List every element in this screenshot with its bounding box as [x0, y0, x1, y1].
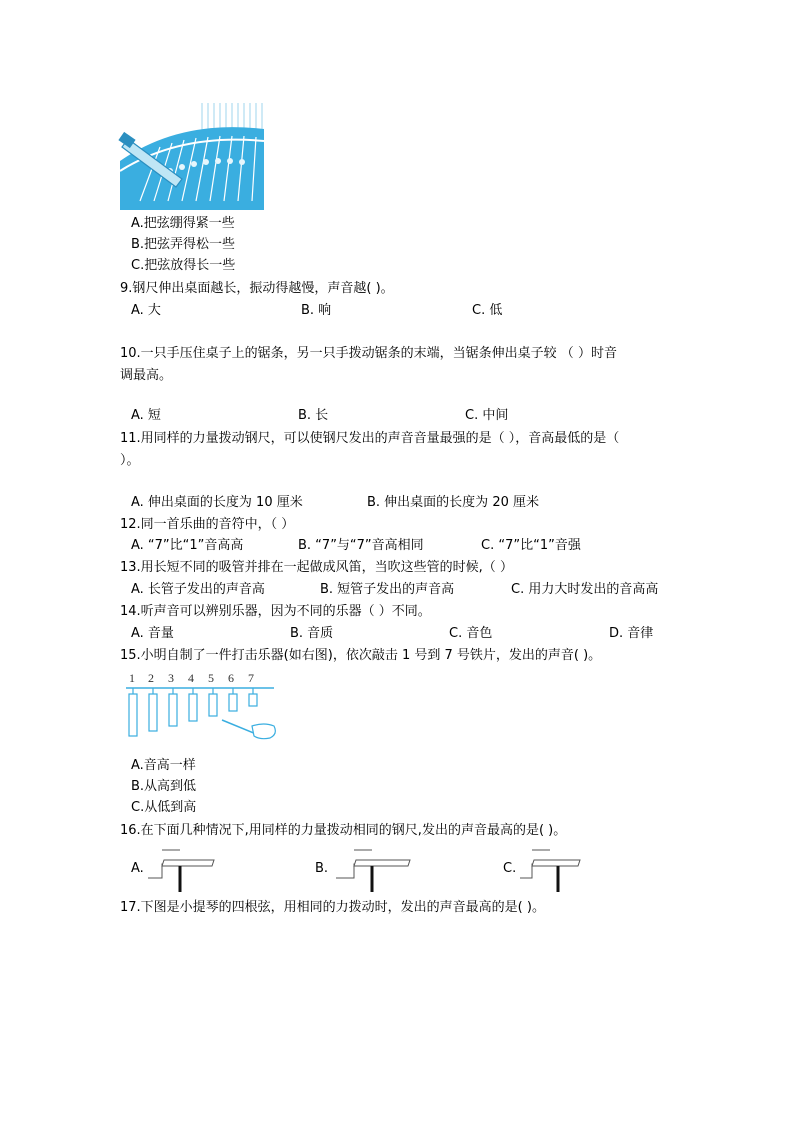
q15-stem: 15.小明自制了一件打击乐器(如右图)，依次敲击 1 号到 7 号铁片，发出的声音( )。: [120, 648, 602, 663]
q10-option-b[interactable]: B. 长: [298, 408, 329, 423]
q8-option-a[interactable]: A.把弦绷得紧一些: [131, 216, 235, 231]
q13-stem: 13.用长短不同的吸管并排在一起做成风笛，当吹这些管的时候,（ ）: [120, 560, 513, 575]
q11-stem-line2: ）。: [120, 453, 140, 468]
q15-option-a[interactable]: A.音高一样: [131, 758, 196, 773]
bar-number-6: 6: [228, 671, 234, 685]
q15-option-c[interactable]: C.从低到高: [131, 800, 197, 815]
q17-stem: 17.下图是小提琴的四根弦，用相同的力拨动时，发出的声音最高的是( )。: [120, 900, 545, 915]
q16-option-c[interactable]: C.: [503, 861, 517, 876]
ruler-diagram-a: [146, 844, 216, 892]
q12-option-c[interactable]: C. “7”比“1”音强: [481, 538, 581, 553]
q13-option-a[interactable]: A. 长管子发出的声音高: [131, 582, 265, 597]
bar-number-3: 3: [168, 671, 174, 685]
q14-stem: 14.听声音可以辨别乐器，因为不同的乐器（ ）不同。: [120, 604, 431, 619]
bar-number-4: 4: [188, 671, 194, 685]
q9-option-b[interactable]: B. 响: [301, 303, 332, 318]
q8-option-c[interactable]: C.把弦放得长一些: [131, 258, 236, 273]
q12-option-a[interactable]: A. “7”比“1”音高高: [131, 538, 244, 553]
q10-stem-line1: 10.一只手压住桌子上的锯条，另一只手拨动锯条的末端，当锯条伸出桌子较 （ ）时音: [120, 346, 617, 361]
bar-number-5: 5: [208, 671, 214, 685]
q9-stem: 9.钢尺伸出桌面越长，振动得越慢，声音越( )。: [120, 281, 394, 296]
q14-option-d[interactable]: D. 音律: [609, 626, 654, 641]
q13-option-b[interactable]: B. 短管子发出的声音高: [320, 582, 455, 597]
q10-option-c[interactable]: C. 中间: [465, 408, 509, 423]
q15-option-b[interactable]: B.从高到低: [131, 779, 197, 794]
q14-option-b[interactable]: B. 音质: [290, 626, 334, 641]
bar-number-7: 7: [248, 671, 254, 685]
q12-option-b[interactable]: B. “7”与“7”音高相同: [298, 538, 424, 553]
q14-option-a[interactable]: A. 音量: [131, 626, 174, 641]
q9-option-a[interactable]: A. 大: [131, 303, 161, 318]
q14-option-c[interactable]: C. 音色: [449, 626, 493, 641]
q8-option-b[interactable]: B.把弦弄得松一些: [131, 237, 236, 252]
q9-option-c[interactable]: C. 低: [472, 303, 503, 318]
bar-number-1: 1: [129, 671, 135, 685]
q12-stem: 12.同一首乐曲的音符中，（ ）: [120, 517, 295, 532]
q10-option-a[interactable]: A. 短: [131, 408, 161, 423]
percussion-instrument-figure: [124, 670, 280, 746]
bar-number-2: 2: [148, 671, 154, 685]
q11-option-b[interactable]: B. 伸出桌面的长度为 20 厘米: [367, 495, 539, 510]
q13-option-c[interactable]: C. 用力大时发出的音高高: [511, 582, 659, 597]
q16-option-b[interactable]: B.: [315, 861, 329, 876]
q16-stem: 16.在下面几种情况下,用同样的力量拨动相同的钢尺,发出的声音最高的是( )。: [120, 823, 567, 838]
q11-stem-line1: 11.用同样的力量拨动钢尺，可以使钢尺发出的声音音量最强的是（ ），音高最低的是（: [120, 431, 620, 446]
ruler-diagram-b: [334, 844, 412, 892]
q16-option-a[interactable]: A.: [131, 861, 144, 876]
zither-illustration: [120, 101, 264, 210]
q10-stem-line2: 调最高。: [120, 368, 173, 383]
q11-option-a[interactable]: A. 伸出桌面的长度为 10 厘米: [131, 495, 303, 510]
ruler-diagram-c: [518, 844, 582, 892]
